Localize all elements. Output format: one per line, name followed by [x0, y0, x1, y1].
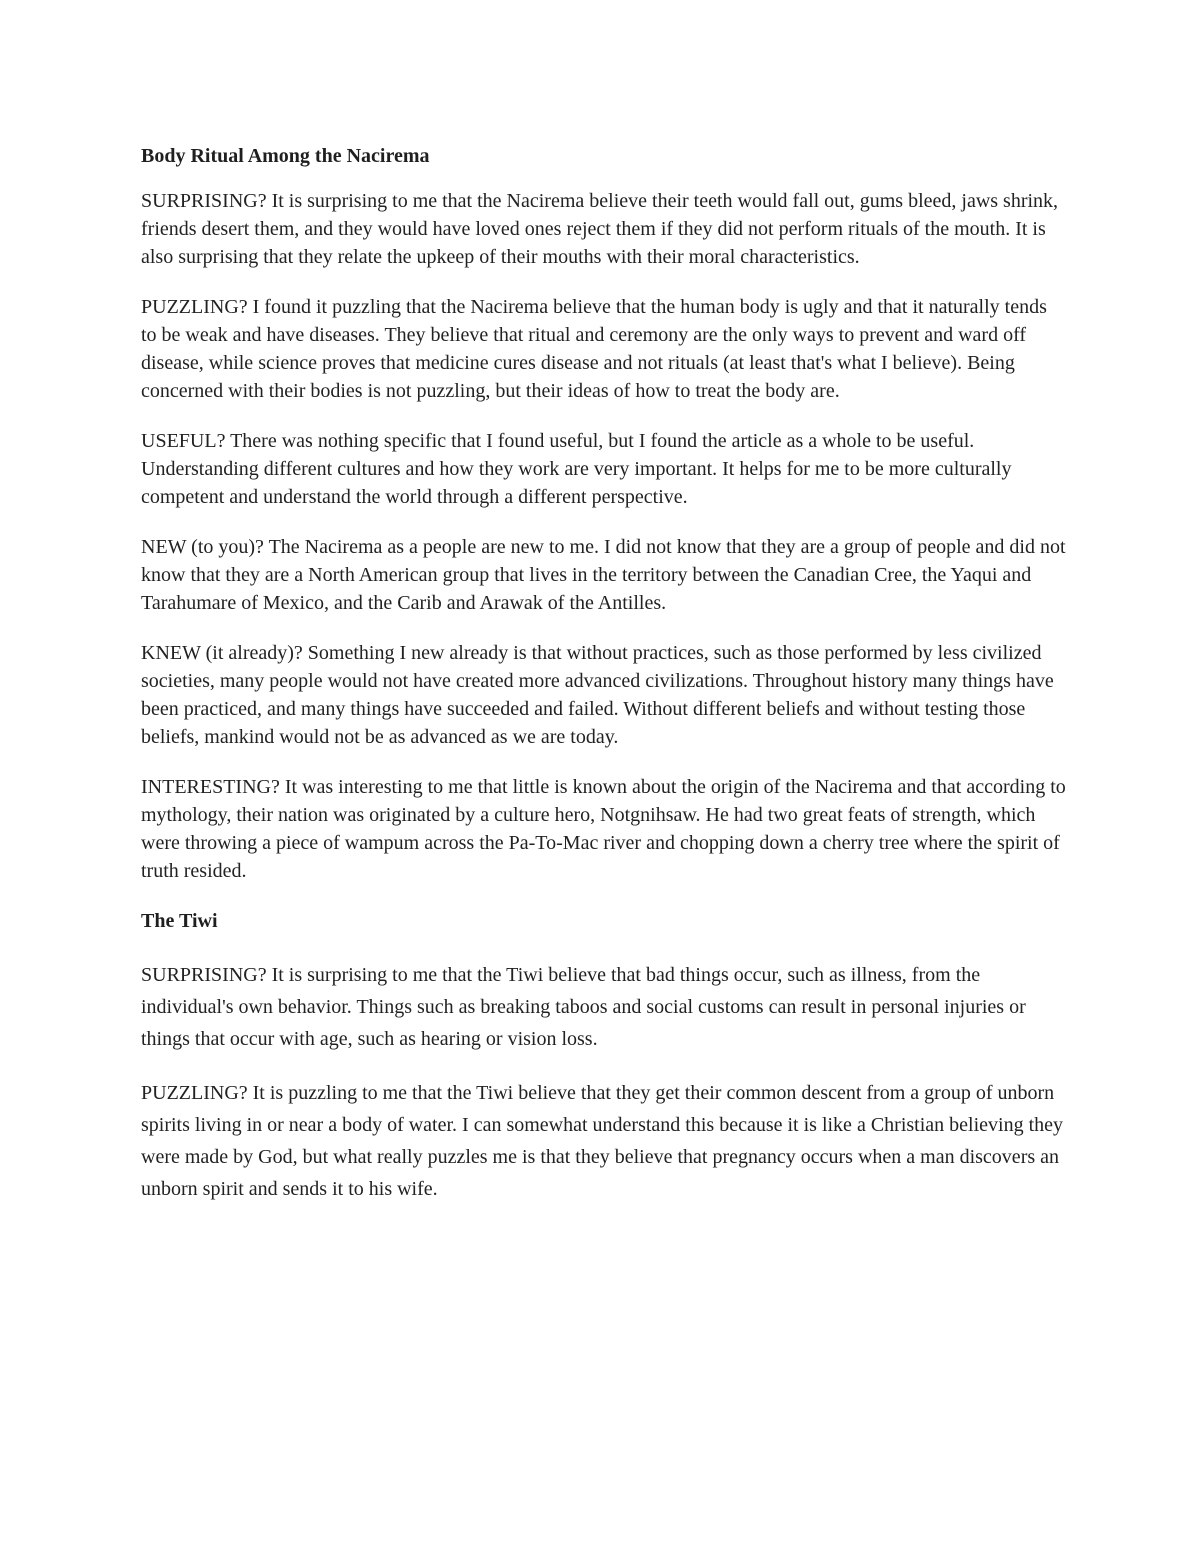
paragraph-useful: USEFUL? There was nothing specific that I found useful, but I found the article as a whole to be useful. Understanding different cultures and how they work are very important. It helps for me to be more culturally competent and understand the world through a different perspective. — [141, 430, 1012, 508]
section-nacirema — [141, 142, 1066, 885]
paragraph-surprising: SURPRISING? It is surprising to me that the Nacirema believe their teeth would fall out, gums bleed, jaws shrink, friends desert them, and they would have loved ones reject them if they did not perform rituals of the mouth. It is also surprising that they relate the upkeep of their mouths with their moral characteristics. — [141, 190, 1059, 268]
section-title-tiwi: The Tiwi — [141, 910, 218, 932]
paragraph-tiwi-surprising: SURPRISING? It is surprising to me that the Tiwi believe that bad things occur, such as illness, from the individual's own behavior. Things such as breaking taboos and social customs can result in personal injuries or things that occur with age, such as hearing or vision loss. — [141, 964, 1026, 1050]
document-page — [141, 142, 1066, 1227]
paragraph-knew: KNEW (it already)? Something I new already is that without practices, such as those performed by less civilized societies, many people would not have created more advanced civilizations. Throughout history many things have been practiced, and many things have succeeded and failed. Without different beliefs and without testing those beliefs, mankind would not be as advanced as we are today. — [141, 642, 1054, 748]
paragraph-interesting: INTERESTING? It was interesting to me that little is known about the origin of the Nacirema and that according to mythology, their nation was originated by a culture hero, Notgnihsaw. He had two great feats of strength, which were throwing a piece of wampum across the Pa-To-Mac river and chopping down a cherry tree where the spirit of truth resided. — [141, 776, 1066, 882]
paragraph-tiwi-puzzling: PUZZLING? It is puzzling to me that the Tiwi believe that they get their common descent from a group of unborn spirits living in or near a body of water. I can somewhat understand this because it is like a Christian believing they were made by God, but what really puzzles me is that they believe that pregnancy occurs when a man discovers an unborn spirit and sends it to his wife. — [141, 1082, 1064, 1200]
paragraph-puzzling: PUZZLING? I found it puzzling that the Nacirema believe that the human body is ugly and that it naturally tends to be weak and have diseases. They believe that ritual and ceremony are the only ways to prevent and ward off disease, while science proves that medicine cures disease and not rituals (at least that's what I believe). Being concerned with their bodies is not puzzling, but their ideas of how to treat the body are. — [141, 296, 1047, 402]
section-title-nacirema: Body Ritual Among the Nacirema — [141, 145, 430, 167]
paragraph-new: NEW (to you)? The Nacirema as a people are new to me. I did not know that they are a group of people and did not know that they are a North American group that lives in the territory between the Canadian Cree, the Yaqui and Tarahumare of Mexico, and the Carib and Arawak of the Antilles. — [141, 536, 1066, 614]
section-tiwi — [141, 907, 1066, 1205]
